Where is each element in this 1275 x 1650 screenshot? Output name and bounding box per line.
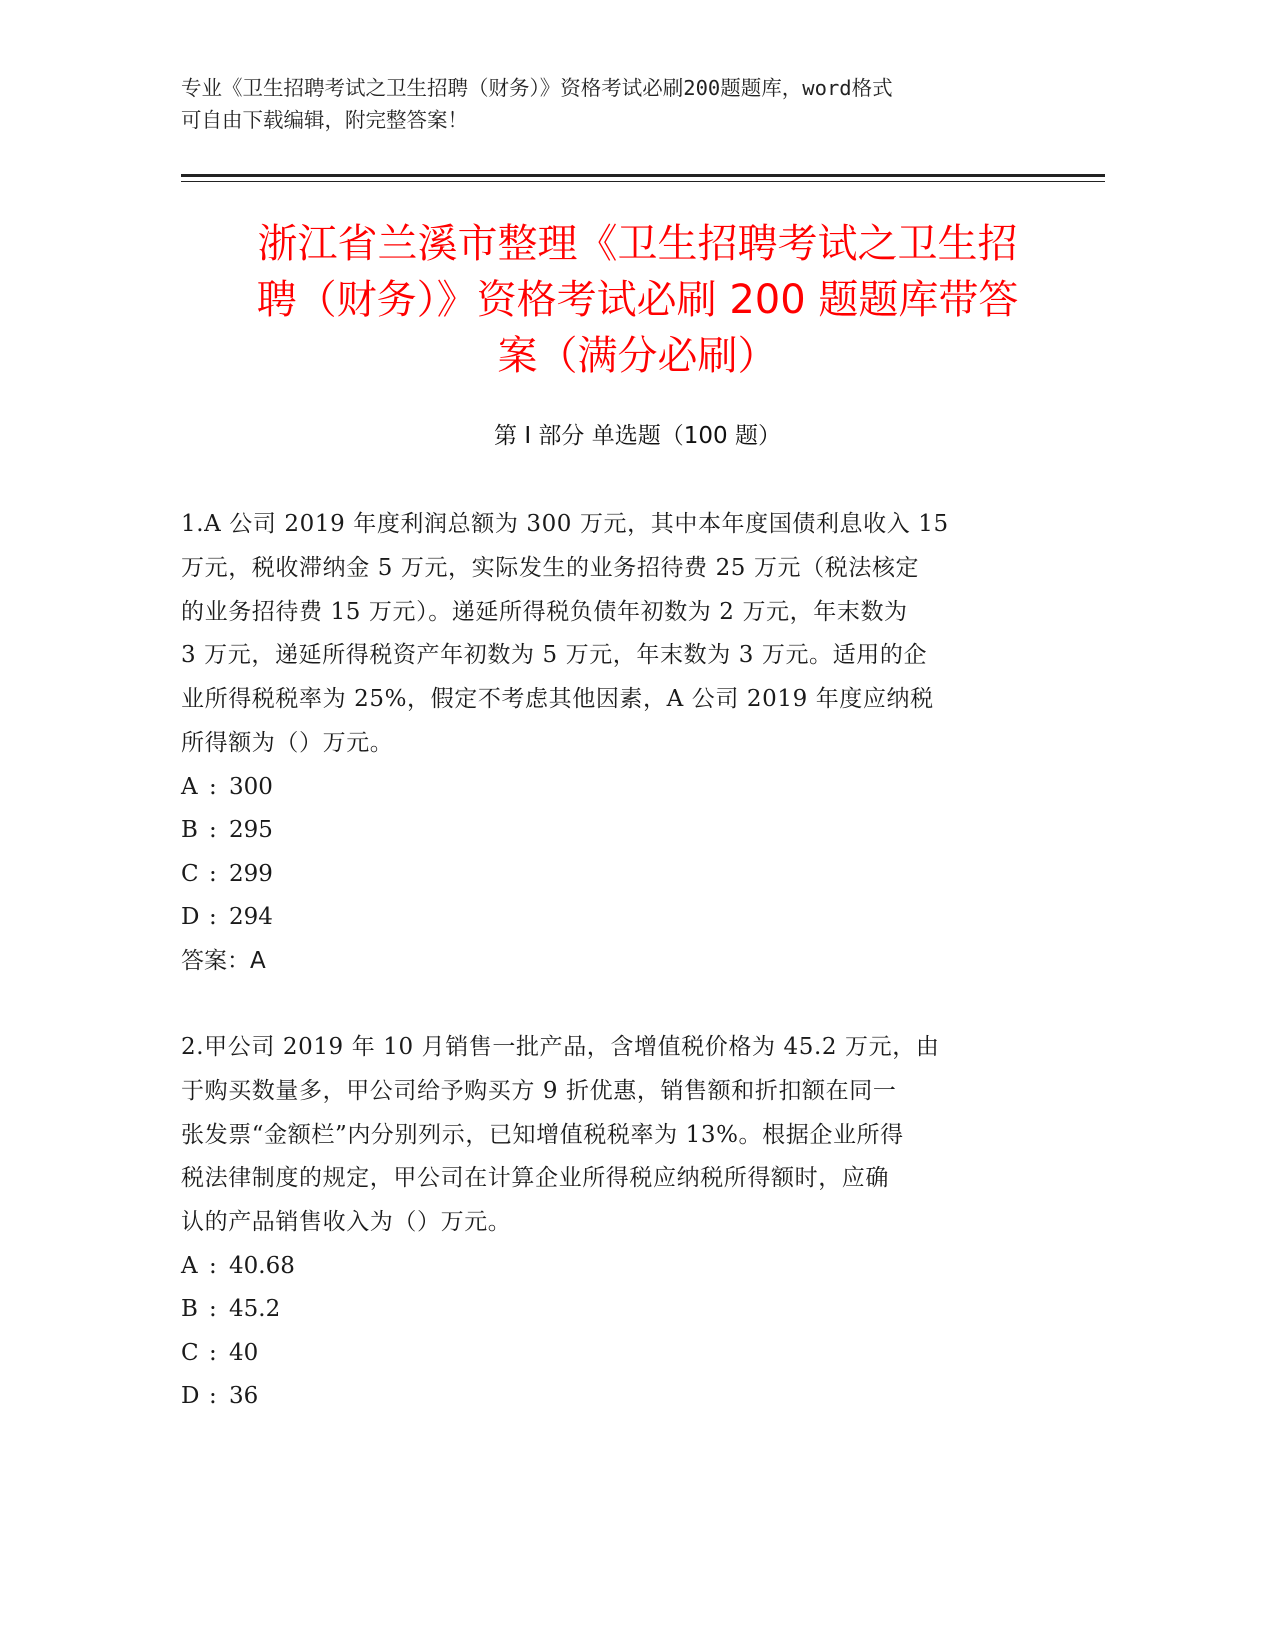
- option-letter: D: [181, 904, 200, 931]
- option-text: 45.2: [229, 1296, 281, 1323]
- option-a: [181, 1245, 1041, 1289]
- option-letter: C: [181, 1339, 199, 1366]
- question-stem-line: 于购买数量多，甲公司给予购买方 9 折优惠，销售额和折扣额在同一: [181, 1077, 897, 1104]
- option-text: 295: [229, 817, 273, 844]
- question-stem-line: 1.A 公司 2019 年度利润总额为 300 万元，其中本年度国债利息收入 15: [181, 511, 949, 537]
- question-stem-line: 所得额为（）万元。: [181, 729, 394, 756]
- section-title: 第 I 部分 单选题（100 题）: [494, 423, 781, 449]
- option-separator: :: [209, 773, 217, 800]
- document-title-line: 聘（财务）》资格考试必刷 200 题题库带答: [256, 277, 1019, 323]
- option-separator: :: [209, 904, 217, 931]
- question-stem-line: 3 万元，递延所得税资产年初数为 5 万元，年末数为 3 万元。适用的企: [181, 642, 928, 669]
- option-b: [181, 1288, 1041, 1332]
- option-a: [181, 766, 1041, 810]
- option-d: [181, 896, 1041, 940]
- question-2: [181, 1026, 1041, 1419]
- answer-line: 答案：A: [181, 947, 266, 974]
- question-1: [181, 503, 1041, 983]
- document-header-note: [181, 72, 1031, 136]
- option-letter: A: [181, 1252, 198, 1279]
- header-divider-thick: [181, 174, 1105, 177]
- option-separator: :: [209, 1296, 217, 1323]
- option-separator: :: [209, 1339, 217, 1366]
- document-title-line: 浙江省兰溪市整理《卫生招聘考试之卫生招: [257, 221, 1018, 267]
- option-text: 294: [229, 904, 273, 931]
- option-text: 40: [229, 1339, 259, 1366]
- option-c: [181, 1332, 1041, 1376]
- option-c: [181, 853, 1041, 897]
- question-stem-line: 的业务招待费 15 万元）。递延所得税负债年初数为 2 万元，年末数为: [181, 598, 908, 625]
- option-separator: :: [209, 1252, 217, 1279]
- question-stem-line: 认的产品销售收入为（）万元。: [181, 1209, 512, 1236]
- question-stem: [181, 1026, 1041, 1245]
- option-separator: :: [209, 817, 217, 844]
- question-stem: [181, 503, 1041, 766]
- question-stem-line: 税法律制度的规定，甲公司在计算企业所得税应纳税所得额时，应确: [181, 1165, 889, 1192]
- option-letter: C: [181, 860, 199, 887]
- question-stem-line: 业所得税税率为 25%，假定不考虑其他因素，A 公司 2019 年度应纳税: [181, 686, 934, 713]
- header-divider-thin: [181, 181, 1105, 182]
- question-stem-line: 2.甲公司 2019 年 10 月销售一批产品，含增值税价格为 45.2 万元，由: [181, 1034, 940, 1060]
- option-letter: D: [181, 1383, 200, 1410]
- document-title: [160, 216, 1115, 384]
- option-text: 300: [229, 773, 273, 800]
- option-separator: :: [209, 860, 217, 887]
- question-stem-line: 万元，税收滞纳金 5 万元，实际发生的业务招待费 25 万元（税法核定: [181, 554, 920, 581]
- option-list: [181, 766, 1041, 940]
- option-d: [181, 1375, 1041, 1419]
- option-letter: B: [181, 1296, 198, 1323]
- option-letter: B: [181, 817, 198, 844]
- option-text: 299: [229, 860, 273, 887]
- option-letter: A: [181, 773, 198, 800]
- option-text: 40.68: [229, 1252, 295, 1279]
- option-list: [181, 1245, 1041, 1419]
- question-stem-line: 张发票“金额栏”内分别列示，已知增值税税率为 13%。根据企业所得: [181, 1121, 904, 1148]
- header-note-line: 可自由下载编辑，附完整答案！: [181, 108, 468, 132]
- header-note-line: 专业《卫生招聘考试之卫生招聘（财务）》资格考试必刷200题题库，word格式: [181, 76, 893, 100]
- document-title-line: 案（满分必刷）: [497, 333, 778, 379]
- option-text: 36: [229, 1383, 259, 1410]
- option-b: [181, 809, 1041, 853]
- option-separator: :: [209, 1383, 217, 1410]
